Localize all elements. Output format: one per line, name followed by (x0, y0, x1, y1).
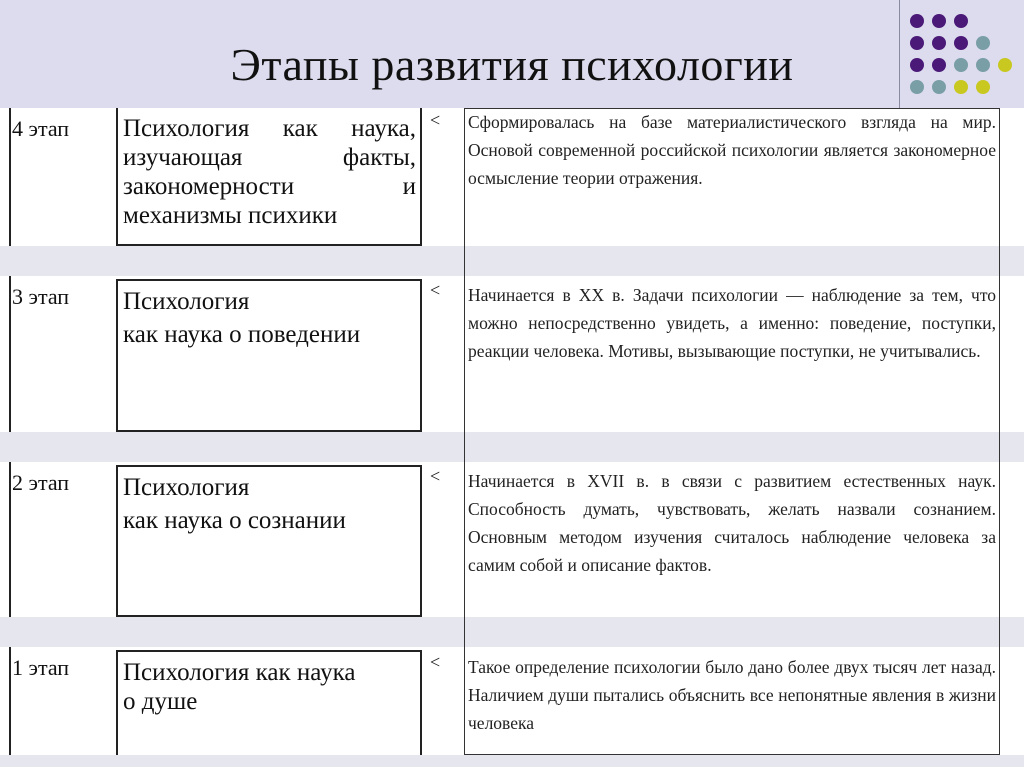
stage-label: 2 этап (12, 470, 70, 495)
stage-name-line: механизмы психики (123, 202, 338, 229)
stage-marker-line (9, 462, 11, 617)
slide-title: Этапы развития психологии (230, 39, 794, 90)
dot (910, 36, 924, 50)
stage-label: 4 этап (12, 116, 70, 141)
stage-description: Такое определение психологии было дано более двух тысяч лет назад. Наличием души пытались объяснить все непонятные явления в жизни человека (468, 657, 996, 733)
dot (976, 58, 990, 72)
stage-description: Сформировалась на базе материалистического взгляда на мир. Основой современной российской психологии является закономерное осмысление теории отражения. (468, 112, 996, 188)
stage-name-box (116, 108, 422, 246)
arrow-icon: < (430, 110, 441, 130)
dot (954, 36, 968, 50)
dot (932, 58, 946, 72)
stage-name-line: закономерности и (123, 173, 416, 200)
arrow-icon: < (430, 466, 441, 486)
stage-name-line: Психология (123, 474, 250, 501)
dot (910, 58, 924, 72)
dot (932, 80, 946, 94)
stage-marker-line (9, 647, 11, 755)
dot (932, 36, 946, 50)
stage-description: Начинается в XVII в. в связи с развитием естественных наук. Способность думать, чувствовать, желать назвали сознанием. Основным методом изучения считалось наблюдение человека за самим собой и описание фактов. (468, 471, 996, 575)
dot (910, 80, 924, 94)
stage-name-line: Психология как наука (123, 659, 356, 686)
dot (954, 58, 968, 72)
arrow-icon: < (430, 652, 441, 672)
arrow-icon: < (430, 280, 441, 300)
stage-label: 1 этап (12, 655, 70, 680)
dot (976, 80, 990, 94)
stage-name-box (116, 465, 422, 617)
stage-name-line: как наука о поведении (123, 321, 361, 348)
stage-name-line: о душе (123, 688, 198, 715)
dot (998, 58, 1012, 72)
stage-label: 3 этап (12, 284, 70, 309)
stage-name-box (116, 279, 422, 432)
stage-description: Начинается в XX в. Задачи психологии — наблюдение за тем, что можно непосредственно увидеть, а именно: поведение, поступки, реакции человека. Мотивы, вызывающие поступки, не учитывались. (468, 285, 996, 361)
bottom-band (0, 755, 1024, 767)
dot (932, 14, 946, 28)
dot (954, 14, 968, 28)
stage-marker-line (9, 276, 11, 432)
dot (910, 14, 924, 28)
stage-name-line: Психология как наука, (123, 115, 416, 142)
dot (976, 36, 990, 50)
stage-name-line: Психология (123, 288, 250, 315)
stage-name-line: как наука о сознании (123, 507, 346, 534)
dot (954, 80, 968, 94)
stage-marker-line (9, 108, 11, 246)
stage-name-line: изучающая факты, (123, 144, 416, 171)
stage-name-box (116, 650, 422, 755)
decorative-dots (908, 12, 1024, 112)
